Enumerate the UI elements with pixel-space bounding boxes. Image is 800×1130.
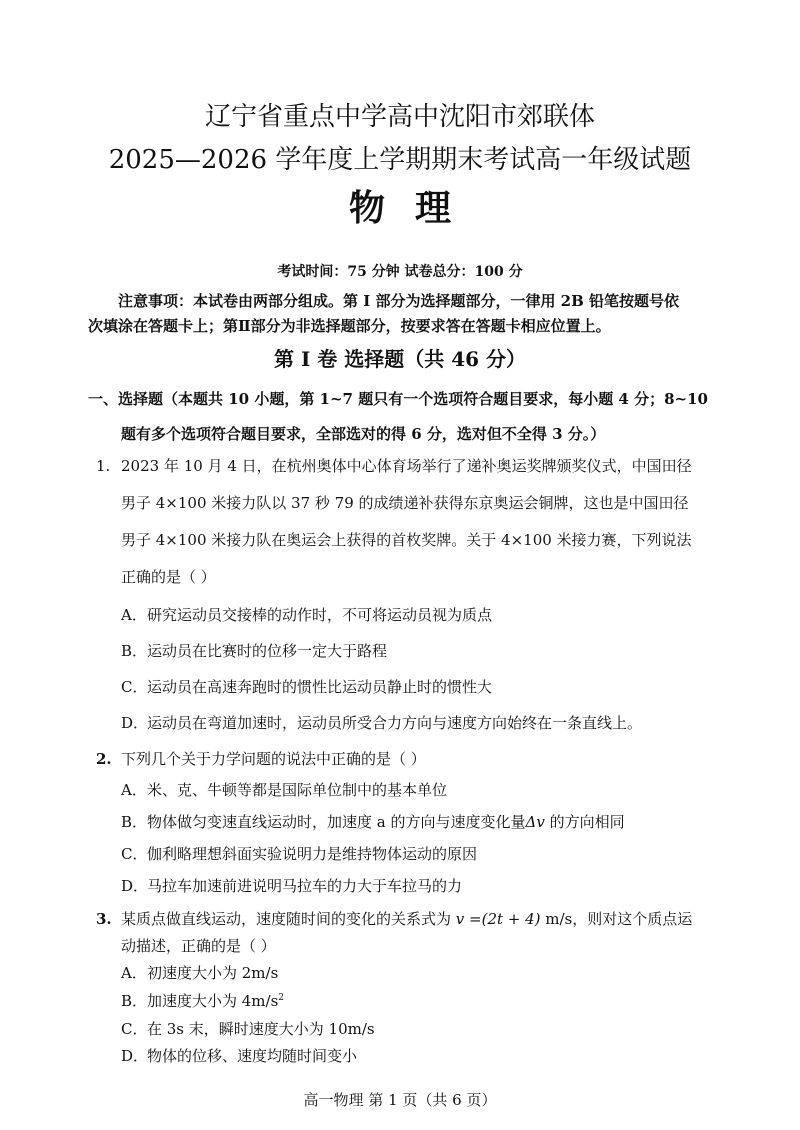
- notice-line1: 注意事项：本试卷由两部分组成。第 I 部分为选择题部分，一律用 2B 铅笔按题号依: [118, 292, 680, 310]
- section-title: 第 I 卷 选择题（共 46 分）: [273, 347, 526, 371]
- option-label: C．: [121, 1020, 148, 1038]
- option-label: A．: [121, 606, 147, 624]
- velocity-formula: v =(2t + 4): [455, 910, 541, 928]
- option-text: 马拉车加速前进说明马拉车的力大于车拉马的力: [147, 877, 463, 895]
- option-text: 伽利略理想斜面实验说明力是维持物体运动的原因: [147, 845, 478, 863]
- question-1-option-c: [121, 677, 492, 697]
- question-3-stem-line2: 动描述，正确的是（ ）: [121, 937, 276, 955]
- subject-title: 物理: [348, 187, 481, 229]
- exam-title-line1: 辽宁省重点中学高中沈阳市郊联体: [204, 102, 595, 132]
- option-text: 米、克、牛顿等都是国际单位制中的基本单位: [147, 781, 448, 799]
- question-2-option-d: [121, 876, 462, 896]
- stem-text: 某质点做直线运动，速度随时间的变化的关系式为: [121, 910, 456, 928]
- question-2-option-b: [121, 812, 625, 832]
- question-3-number: 3.: [96, 910, 112, 928]
- option-text: 研究运动员交接棒的动作时，不可将运动员视为质点: [147, 606, 493, 624]
- question-1-option-d: [121, 713, 642, 733]
- question-2-stem: 下列几个关于力学问题的说法中正确的是（ ）: [121, 750, 426, 768]
- option-text: 运动员在高速奔跑时的惯性比运动员静止时的惯性大: [147, 678, 493, 696]
- option-label: D．: [121, 714, 149, 732]
- option-text: 的方向相同: [544, 813, 625, 831]
- option-label: B．: [121, 642, 148, 660]
- question-1-number: 1.: [96, 457, 111, 475]
- option-text: 加速度大小为 4m/s: [147, 992, 279, 1010]
- option-label: D．: [121, 877, 149, 895]
- option-label: B．: [121, 992, 148, 1010]
- stem-text: m/s，则对这个质点运: [540, 910, 693, 928]
- option-text: 物体做匀变速直线运动时，加速度 a 的方向与速度变化量: [147, 813, 526, 831]
- delta-v-symbol: Δv: [525, 813, 545, 831]
- question-1-stem-line3: 男子 4×100 米接力队在奥运会上获得的首枚奖牌。关于 4×100 米接力赛，下列说法: [121, 531, 692, 549]
- option-text: 物体的位移、速度均随时间变小: [147, 1047, 358, 1065]
- option-label: C．: [121, 678, 148, 696]
- option-label: A．: [121, 964, 147, 982]
- question-1-stem-line4: 正确的是（ ）: [121, 568, 216, 586]
- notice-line2: 次填涂在答题卡上；第Ⅱ部分为非选择题部分，按要求答在答题卡相应位置上。: [88, 317, 611, 335]
- question-2-option-a: [121, 780, 447, 800]
- option-text: 运动员在比赛时的位移一定大于路程: [147, 642, 388, 660]
- question-2-option-c: [121, 844, 477, 864]
- part-instructions-line2: 题有多个选项符合题目要求，全部选对的得 6 分，选对但不全得 3 分。）: [121, 425, 606, 443]
- question-3-option-a: [121, 963, 278, 983]
- option-text: 初速度大小为 2m/s: [147, 964, 279, 982]
- page-footer: 高一物理 第 1 页（共 6 页）: [303, 1091, 497, 1109]
- option-label: C．: [121, 845, 148, 863]
- question-1-stem-line2: 男子 4×100 米接力队以 37 秒 79 的成绩递补获得东京奥运会铜牌，这也是中国田径: [121, 494, 689, 512]
- question-1-stem-line1: 2023 年 10 月 4 日，在杭州奥体中心体育场举行了递补奥运奖牌颁奖仪式，中国田径: [121, 457, 692, 475]
- question-3-option-d: [121, 1046, 357, 1066]
- question-3-option-b: [121, 991, 284, 1011]
- option-label: D．: [121, 1047, 149, 1065]
- exam-info: 考试时间：75 分钟 试卷总分：100 分: [277, 264, 523, 280]
- part-instructions-line1: 一、选择题（本题共 10 小题，第 1~7 题只有一个选项符合题目要求，每小题 4 分；8~10: [88, 390, 708, 408]
- question-1-option-a: [121, 605, 492, 625]
- superscript: 2: [278, 993, 285, 1003]
- option-text: 在 3s 末，瞬时速度大小为 10m/s: [147, 1020, 375, 1038]
- option-label: B．: [121, 813, 148, 831]
- option-text: 运动员在弯道加速时，运动员所受合力方向与速度方向始终在一条直线上。: [147, 714, 643, 732]
- exam-title-line2: 2025—2026 学年度上学期期末考试高一年级试题: [108, 145, 692, 175]
- option-label: A．: [121, 781, 147, 799]
- question-3-stem-line1: [121, 909, 692, 929]
- question-2-number: 2.: [96, 750, 112, 768]
- question-3-option-c: [121, 1019, 375, 1039]
- question-1-option-b: [121, 641, 387, 661]
